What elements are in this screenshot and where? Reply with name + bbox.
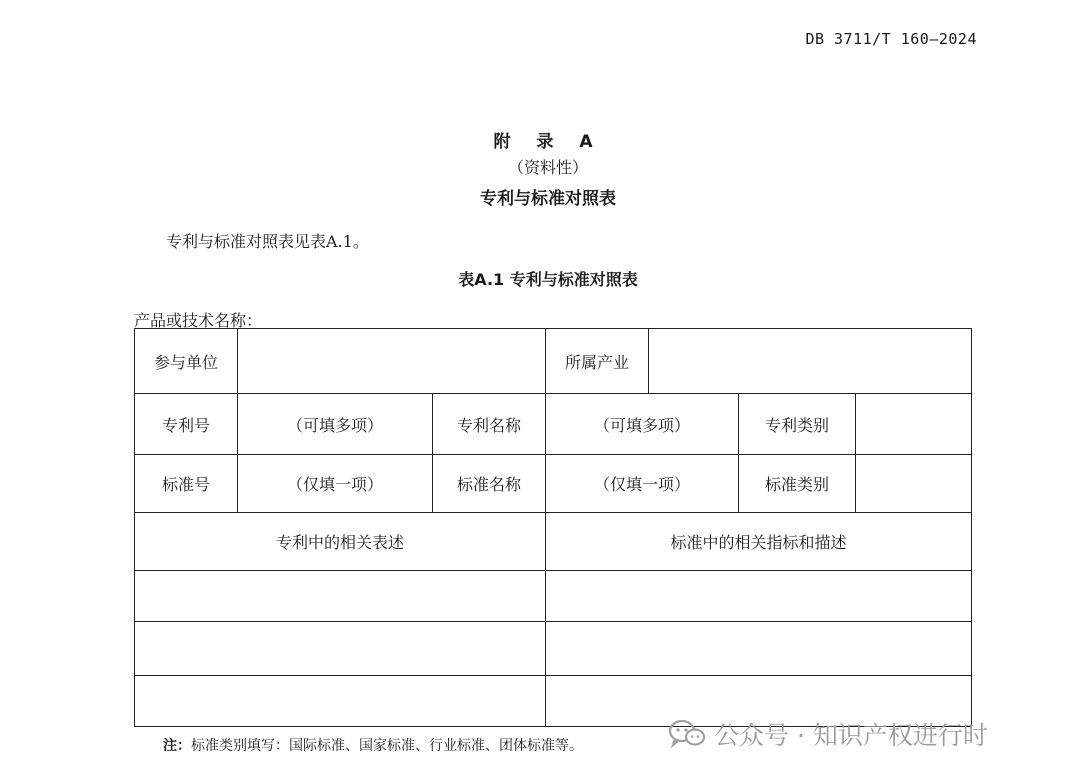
patent-description-header: 专利中的相关表述 (135, 513, 546, 571)
note-prefix: 注： (163, 738, 191, 754)
standard-no-label: 标准号 (135, 455, 238, 513)
table-row (135, 513, 972, 571)
note-text: 标准类别填写：国际标准、国家标准、行业标准、团体标准等。 (191, 738, 583, 754)
patent-description-cell[interactable] (135, 676, 546, 727)
industry-label: 所属产业 (546, 329, 649, 394)
standard-description-header: 标准中的相关指标和描述 (546, 513, 972, 571)
patent-name-cell[interactable]: （可填多项） (546, 394, 739, 455)
standard-description-cell[interactable] (546, 571, 972, 622)
patent-description-cell[interactable] (135, 571, 546, 622)
standard-description-cell[interactable] (546, 622, 972, 676)
standard-no-cell[interactable]: （仅填一项） (238, 455, 433, 513)
watermark-text: 公众号 · 知识产权进行时 (714, 721, 988, 750)
table-row (135, 622, 972, 676)
table-note (163, 735, 583, 755)
product-name-label: 产品或技术名称： (134, 311, 263, 330)
patent-no-cell[interactable]: （可填多项） (238, 394, 433, 455)
standard-name-cell[interactable]: （仅填一项） (546, 455, 739, 513)
patent-name-label: 专利名称 (433, 394, 546, 455)
watermark (668, 716, 988, 752)
standard-code: DB 3711/T 160—2024 (805, 30, 977, 48)
standard-name-label: 标准名称 (433, 455, 546, 513)
appendix-heading: 专利与标准对照表 (480, 189, 616, 209)
appendix-type: （资料性） (507, 158, 588, 177)
participant-label: 参与单位 (135, 329, 238, 394)
industry-value-cell[interactable] (649, 329, 972, 394)
appendix-title: 附 录 A (493, 132, 603, 152)
patent-type-label: 专利类别 (739, 394, 856, 455)
patent-type-cell[interactable] (856, 394, 972, 455)
table-row (135, 394, 972, 455)
table-row (135, 571, 972, 622)
standard-type-cell[interactable] (856, 455, 972, 513)
comparison-table (134, 328, 972, 727)
table-caption: 表A.1 专利与标准对照表 (458, 270, 638, 289)
patent-description-cell[interactable] (135, 622, 546, 676)
participant-value-cell[interactable] (238, 329, 546, 394)
table-row (135, 329, 972, 394)
intro-text: 专利与标准对照表见表A.1。 (166, 232, 369, 251)
standard-type-label: 标准类别 (739, 455, 856, 513)
patent-no-label: 专利号 (135, 394, 238, 455)
wechat-icon (668, 719, 706, 749)
table-row (135, 455, 972, 513)
